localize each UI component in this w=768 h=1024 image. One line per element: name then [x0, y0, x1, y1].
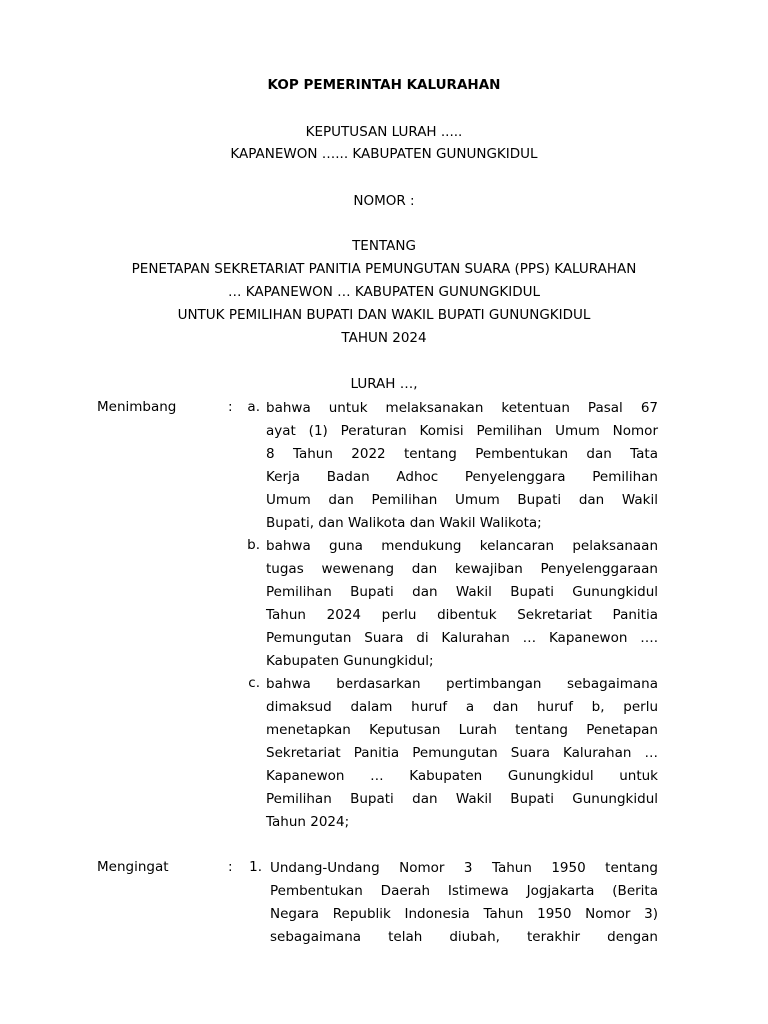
menimbang-a-line: Bupati, dan Walikota dan Wakil Walikota;	[266, 515, 542, 531]
subject-line-2: … KAPANEWON … KABUPATEN GUNUNGKIDUL	[227, 284, 541, 300]
mengingat-1-line: sebagaimana telah diubah, terakhir dengan	[270, 929, 658, 945]
menimbang-c-line: Sekretariat Panitia Pemungutan Suara Kalurahan …	[266, 745, 658, 761]
menimbang-marker-a: a.	[247, 399, 260, 415]
menimbang-b-line: Tahun 2024 perlu dibentuk Sekretariat Panitia	[266, 607, 658, 623]
menimbang-marker-b: b.	[247, 537, 260, 553]
subject-line-4: TAHUN 2024	[341, 330, 427, 346]
menimbang-c-line: dimaksud dalam huruf a dan huruf b, perlu	[266, 699, 658, 715]
subject-line-3: UNTUK PEMILIHAN BUPATI DAN WAKIL BUPATI GUNUNGKIDUL	[177, 307, 591, 323]
menimbang-label: Menimbang	[97, 399, 177, 415]
menimbang-a-line: ayat (1) Peraturan Komisi Pemilihan Umum Nomor	[266, 423, 658, 439]
menimbang-c-line: Kapanewon … Kabupaten Gunungkidul untuk	[266, 768, 658, 784]
mengingat-1-line: Negara Republik Indonesia Tahun 1950 Nomor 3)	[270, 906, 658, 922]
menimbang-a-line: Umum dan Pemilihan Umum Bupati dan Wakil	[266, 492, 658, 508]
menimbang-b-line: tugas wewenang dan kewajiban Penyelenggaraan	[266, 561, 658, 577]
decree-number: NOMOR :	[353, 193, 415, 209]
menimbang-colon: :	[228, 399, 233, 415]
menimbang-item-c	[266, 673, 658, 834]
decree-title-line2: KAPANEWON …... KABUPATEN GUNUNGKIDUL	[230, 146, 538, 162]
menimbang-a-line: bahwa untuk melaksanakan ketentuan Pasal 67	[266, 400, 658, 416]
mengingat-colon: :	[228, 859, 233, 875]
menimbang-a-line: 8 Tahun 2022 tentang Pembentukan dan Tata	[266, 446, 658, 462]
menimbang-b-line: Kabupaten Gunungkidul;	[266, 653, 434, 669]
mengingat-1-line: Undang-Undang Nomor 3 Tahun 1950 tentang	[270, 860, 658, 876]
menimbang-b-line: Pemungutan Suara di Kalurahan … Kapanewon ….	[266, 630, 658, 646]
menimbang-marker-c: c.	[248, 675, 260, 691]
kop-heading: KOP PEMERINTAH KALURAHAN	[267, 77, 501, 93]
menimbang-c-line: Pemilihan Bupati dan Wakil Bupati Gunungkidul	[266, 791, 658, 807]
mengingat-item-1	[270, 857, 658, 949]
tentang-label: TENTANG	[352, 238, 416, 254]
menimbang-c-line: bahwa berdasarkan pertimbangan sebagaimana	[266, 676, 658, 692]
mengingat-label: Mengingat	[97, 859, 169, 875]
menimbang-b-line: Pemilihan Bupati dan Wakil Bupati Gunungkidul	[266, 584, 658, 600]
menimbang-item-b	[266, 535, 658, 673]
menimbang-a-line: Kerja Badan Adhoc Penyelenggara Pemilihan	[266, 469, 658, 485]
menimbang-b-line: bahwa guna mendukung kelancaran pelaksanaan	[266, 538, 658, 554]
decree-title-line1: KEPUTUSAN LURAH .....	[305, 124, 463, 140]
subject-line-1: PENETAPAN SEKRETARIAT PANITIA PEMUNGUTAN SUARA (PPS) KALURAHAN	[131, 261, 637, 277]
authority-line: LURAH …,	[350, 376, 418, 392]
menimbang-c-line: Tahun 2024;	[266, 814, 350, 830]
menimbang-item-a	[266, 397, 658, 535]
menimbang-c-line: menetapkan Keputusan Lurah tentang Penetapan	[266, 722, 658, 738]
mengingat-marker-1: 1.	[249, 859, 262, 875]
mengingat-1-line: Pembentukan Daerah Istimewa Jogjakarta (Berita	[270, 883, 658, 899]
